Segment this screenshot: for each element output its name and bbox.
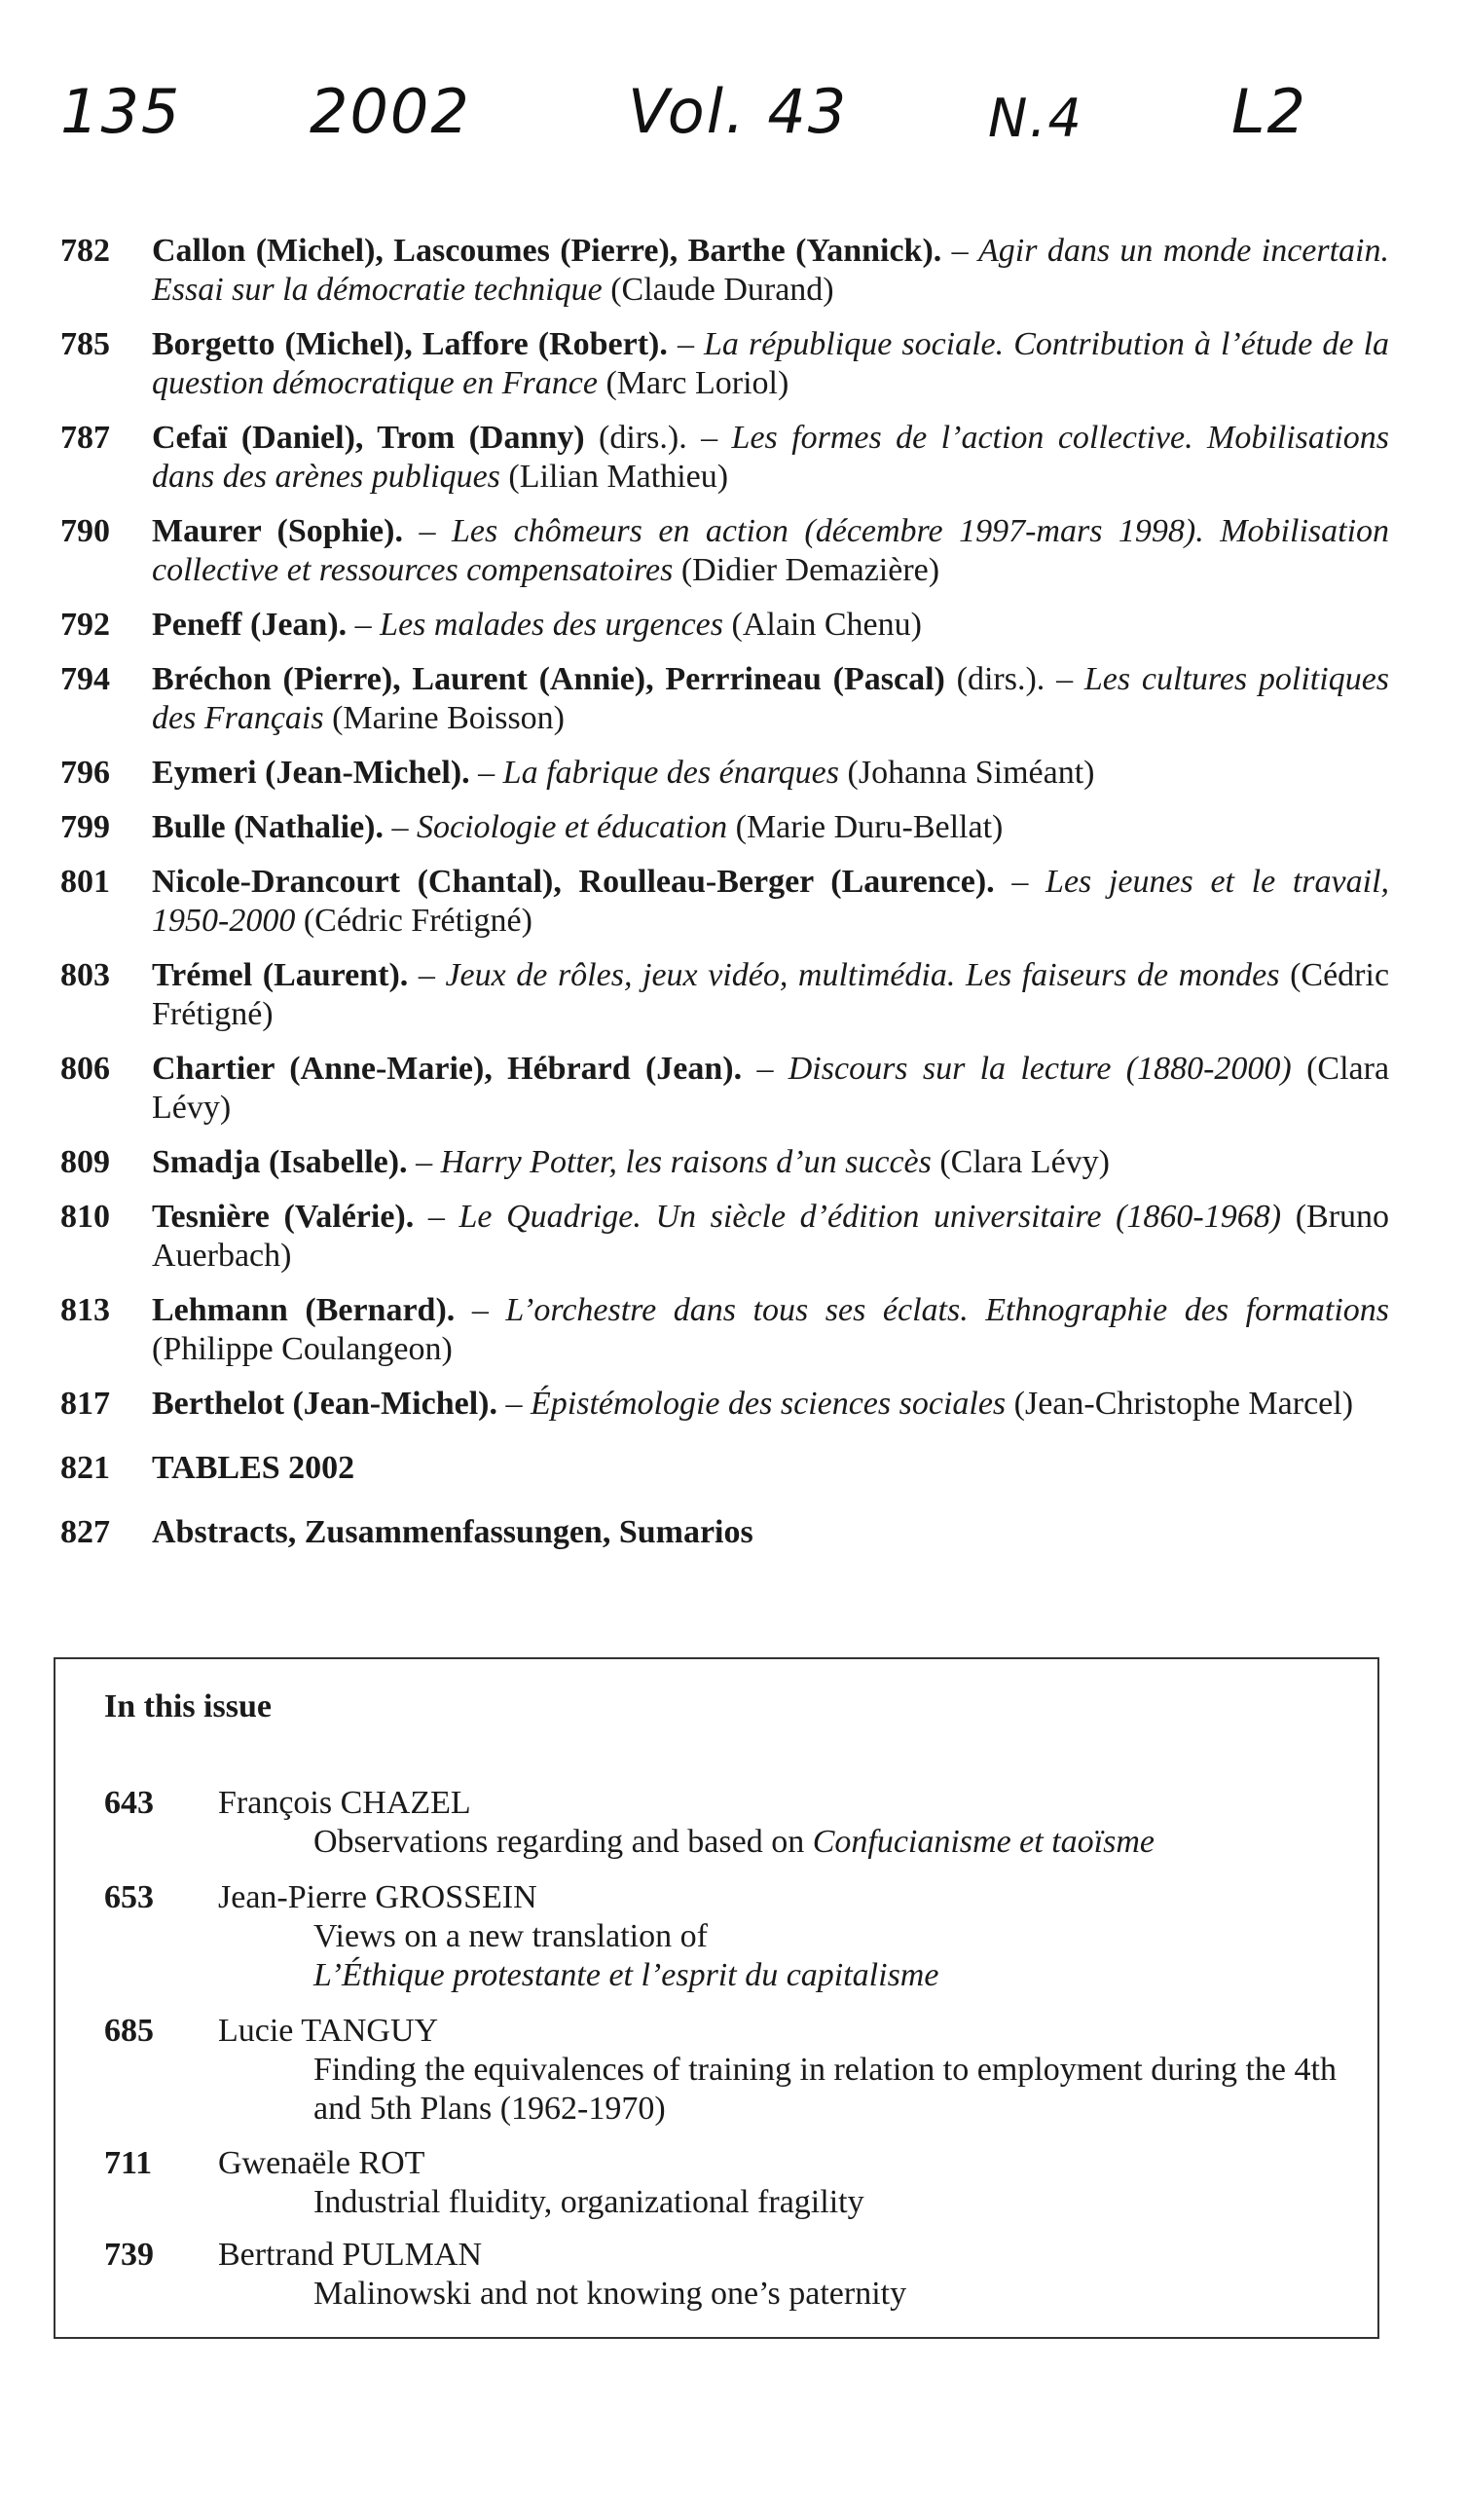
- page-number: 799: [60, 809, 110, 845]
- article-title-italic: L’Éthique protestante et l’esprit du capitalisme: [313, 1957, 939, 1993]
- review-authors: Cefaï (Daniel), Trom (Danny): [152, 420, 585, 456]
- dash: –: [478, 755, 495, 791]
- reviewer: (Clara Lévy): [939, 1144, 1110, 1180]
- article-author: Lucie TANGUY: [218, 2013, 439, 2049]
- review-authors: Peneff (Jean).: [152, 607, 348, 643]
- page-number: 794: [60, 661, 110, 697]
- article-author: Jean-Pierre GROSSEIN: [218, 1879, 537, 1915]
- page-number: 711: [104, 2145, 153, 2181]
- review-authors: Smadja (Isabelle).: [152, 1144, 408, 1180]
- reviewer: (Marine Boisson): [332, 700, 566, 736]
- dash: –: [677, 326, 694, 362]
- abstracts-entry: [60, 1513, 1389, 1552]
- page-number: 787: [60, 420, 110, 456]
- review-entry: [60, 956, 1389, 1034]
- reviewer: (Didier Demazière): [680, 552, 940, 588]
- review-entry: [60, 660, 1389, 738]
- review-entry: [60, 1050, 1389, 1128]
- review-authors: Trémel (Laurent).: [152, 957, 409, 993]
- review-entry: [60, 1385, 1389, 1424]
- dash: –: [471, 1292, 489, 1328]
- page-number: 801: [60, 864, 110, 900]
- article-title: [313, 1917, 1355, 1995]
- in-this-issue-box: [54, 1657, 1379, 2339]
- review-authors: Maurer (Sophie).: [152, 513, 403, 549]
- page-number: 796: [60, 755, 110, 791]
- review-entry: [60, 1143, 1389, 1182]
- review-entry: [60, 606, 1389, 645]
- article-author: Gwenaële ROT: [218, 2145, 425, 2181]
- tables-label: TABLES 2002: [152, 1450, 355, 1486]
- review-authors: Callon (Michel), Lascoumes (Pierre), Barthe (Yannick).: [152, 233, 942, 269]
- review-entry: [60, 325, 1389, 403]
- article-title: Malinowski and not knowing one’s paternity: [313, 2276, 907, 2312]
- page-number: 806: [60, 1051, 110, 1087]
- editor-note: (dirs.).: [599, 420, 687, 456]
- article-title: Finding the equivalences of training in relation to employment during the 4th and 5th Plans (1962-1970): [313, 2052, 1337, 2127]
- dash: –: [354, 607, 372, 643]
- review-authors: Tesnière (Valérie).: [152, 1199, 415, 1235]
- article-title-italic: Confucianisme et taoïsme: [812, 1824, 1155, 1860]
- review-entry: [60, 754, 1389, 793]
- reviewer: (Clara Lévy): [152, 1051, 1390, 1126]
- page-number: 821: [60, 1450, 110, 1486]
- book-title: La fabrique des énarques: [502, 755, 840, 791]
- review-authors: Nicole-Drancourt (Chantal), Roulleau-Berger (Laurence).: [152, 864, 995, 900]
- review-entry: [60, 1198, 1389, 1276]
- dash: –: [505, 1386, 523, 1422]
- review-entry: [60, 808, 1389, 847]
- dash: –: [701, 420, 718, 456]
- reviewer: (Alain Chenu): [731, 607, 922, 643]
- book-title: Harry Potter, les raisons d’un succès: [440, 1144, 932, 1180]
- reviewer: (Philippe Coulangeon): [152, 1331, 453, 1367]
- dash: –: [418, 957, 435, 993]
- tables-entry: [60, 1449, 1389, 1488]
- page-number: 817: [60, 1386, 110, 1422]
- page-number: 792: [60, 607, 110, 643]
- issue-box-title: In this issue: [104, 1688, 272, 1724]
- review-entry: [60, 419, 1389, 497]
- page-number: 785: [60, 326, 110, 362]
- page-number: 790: [60, 513, 110, 549]
- page-number: 643: [104, 1785, 154, 1821]
- book-title: Discours sur la lecture (1880-2000): [788, 1051, 1292, 1087]
- article-author: François CHAZEL: [218, 1785, 471, 1821]
- review-authors: Berthelot (Jean-Michel).: [152, 1386, 497, 1422]
- review-authors: Borgetto (Michel), Laffore (Robert).: [152, 326, 668, 362]
- dash: –: [419, 513, 436, 549]
- article-author: Bertrand PULMAN: [218, 2237, 483, 2273]
- page-number: 653: [104, 1879, 154, 1915]
- article-title: Industrial fluidity, organizational fragility: [313, 2184, 864, 2220]
- dash: –: [1011, 864, 1029, 900]
- page-number: 782: [60, 233, 110, 269]
- book-title: Jeux de rôles, jeux vidéo, multimédia. Les faiseurs de mondes: [445, 957, 1280, 993]
- dash: –: [391, 809, 409, 845]
- dash: –: [427, 1199, 445, 1235]
- page-number: 813: [60, 1292, 110, 1328]
- page-number: 810: [60, 1199, 110, 1235]
- book-title: Sociologie et éducation: [416, 809, 728, 845]
- review-entry: [60, 863, 1389, 941]
- dash: –: [1056, 661, 1074, 697]
- reviewer: (Johanna Siméant): [847, 755, 1095, 791]
- page-number: 685: [104, 2013, 154, 2049]
- reviewer: (Lilian Mathieu): [508, 459, 729, 495]
- page-number: 739: [104, 2237, 154, 2273]
- reviewer: (Cédric Frétigné): [303, 903, 532, 939]
- article-title-text: Observations regarding and based on: [313, 1824, 805, 1860]
- dash: –: [756, 1051, 774, 1087]
- review-entry: [60, 512, 1389, 590]
- book-title: Les chômeurs en action (décembre 1997-mars 1998). Mobilisation collective et ressources compensatoires: [152, 513, 1390, 588]
- article-title: [313, 1823, 1355, 1862]
- reviewer: (Marc Loriol): [605, 365, 789, 401]
- reviewer: (Claude Durand): [610, 272, 834, 308]
- review-authors: Lehmann (Bernard).: [152, 1292, 456, 1328]
- handwritten-note-volume: Vol. 43: [628, 76, 849, 147]
- handwritten-note-code: L2: [1231, 76, 1307, 147]
- reviewer: (Bruno Auerbach): [152, 1199, 1390, 1274]
- book-title: Agir dans un monde incertain. Essai sur la démocratie technique: [152, 233, 1390, 308]
- review-list: [60, 232, 1389, 1568]
- book-title: Le Quadrige. Un siècle d’édition universitaire (1860-1968): [458, 1199, 1282, 1235]
- review-authors: Eymeri (Jean-Michel).: [152, 755, 470, 791]
- book-title: Épistémologie des sciences sociales: [531, 1386, 1007, 1422]
- page-number: 827: [60, 1514, 110, 1550]
- page-number: 809: [60, 1144, 110, 1180]
- handwritten-note-year: 2002: [310, 76, 471, 147]
- book-title: L’orchestre dans tous ses éclats. Ethnographie des formations: [505, 1292, 1389, 1328]
- book-title: Les formes de l’action collective. Mobilisations dans des arènes publiques: [152, 420, 1390, 495]
- dash: –: [416, 1144, 433, 1180]
- page-number: 803: [60, 957, 110, 993]
- review-authors: Bréchon (Pierre), Laurent (Annie), Perrrineau (Pascal): [152, 661, 945, 697]
- reviewer: (Marie Duru-Bellat): [735, 809, 1004, 845]
- book-title: La république sociale. Contribution à l’étude de la question démocratique en France: [152, 326, 1390, 401]
- book-title: Les jeunes et le travail, 1950-2000: [152, 864, 1390, 939]
- abstracts-label: Abstracts, Zusammenfassungen, Sumarios: [152, 1514, 753, 1550]
- dash: –: [951, 233, 969, 269]
- handwritten-note-number: 135: [60, 76, 182, 147]
- article-title-text: Views on a new translation of: [313, 1918, 708, 1954]
- review-authors: Bulle (Nathalie).: [152, 809, 384, 845]
- book-title: Les malades des urgences: [380, 607, 724, 643]
- review-entry: [60, 1291, 1389, 1369]
- handwritten-note-issue: N.4: [988, 88, 1083, 149]
- review-entry: [60, 232, 1389, 310]
- editor-note: (dirs.).: [956, 661, 1045, 697]
- review-authors: Chartier (Anne-Marie), Hébrard (Jean).: [152, 1051, 743, 1087]
- book-title: Les cultures politiques des Français: [152, 661, 1390, 736]
- reviewer: (Jean-Christophe Marcel): [1013, 1386, 1354, 1422]
- reviewer: (Cédric Frétigné): [152, 957, 1390, 1032]
